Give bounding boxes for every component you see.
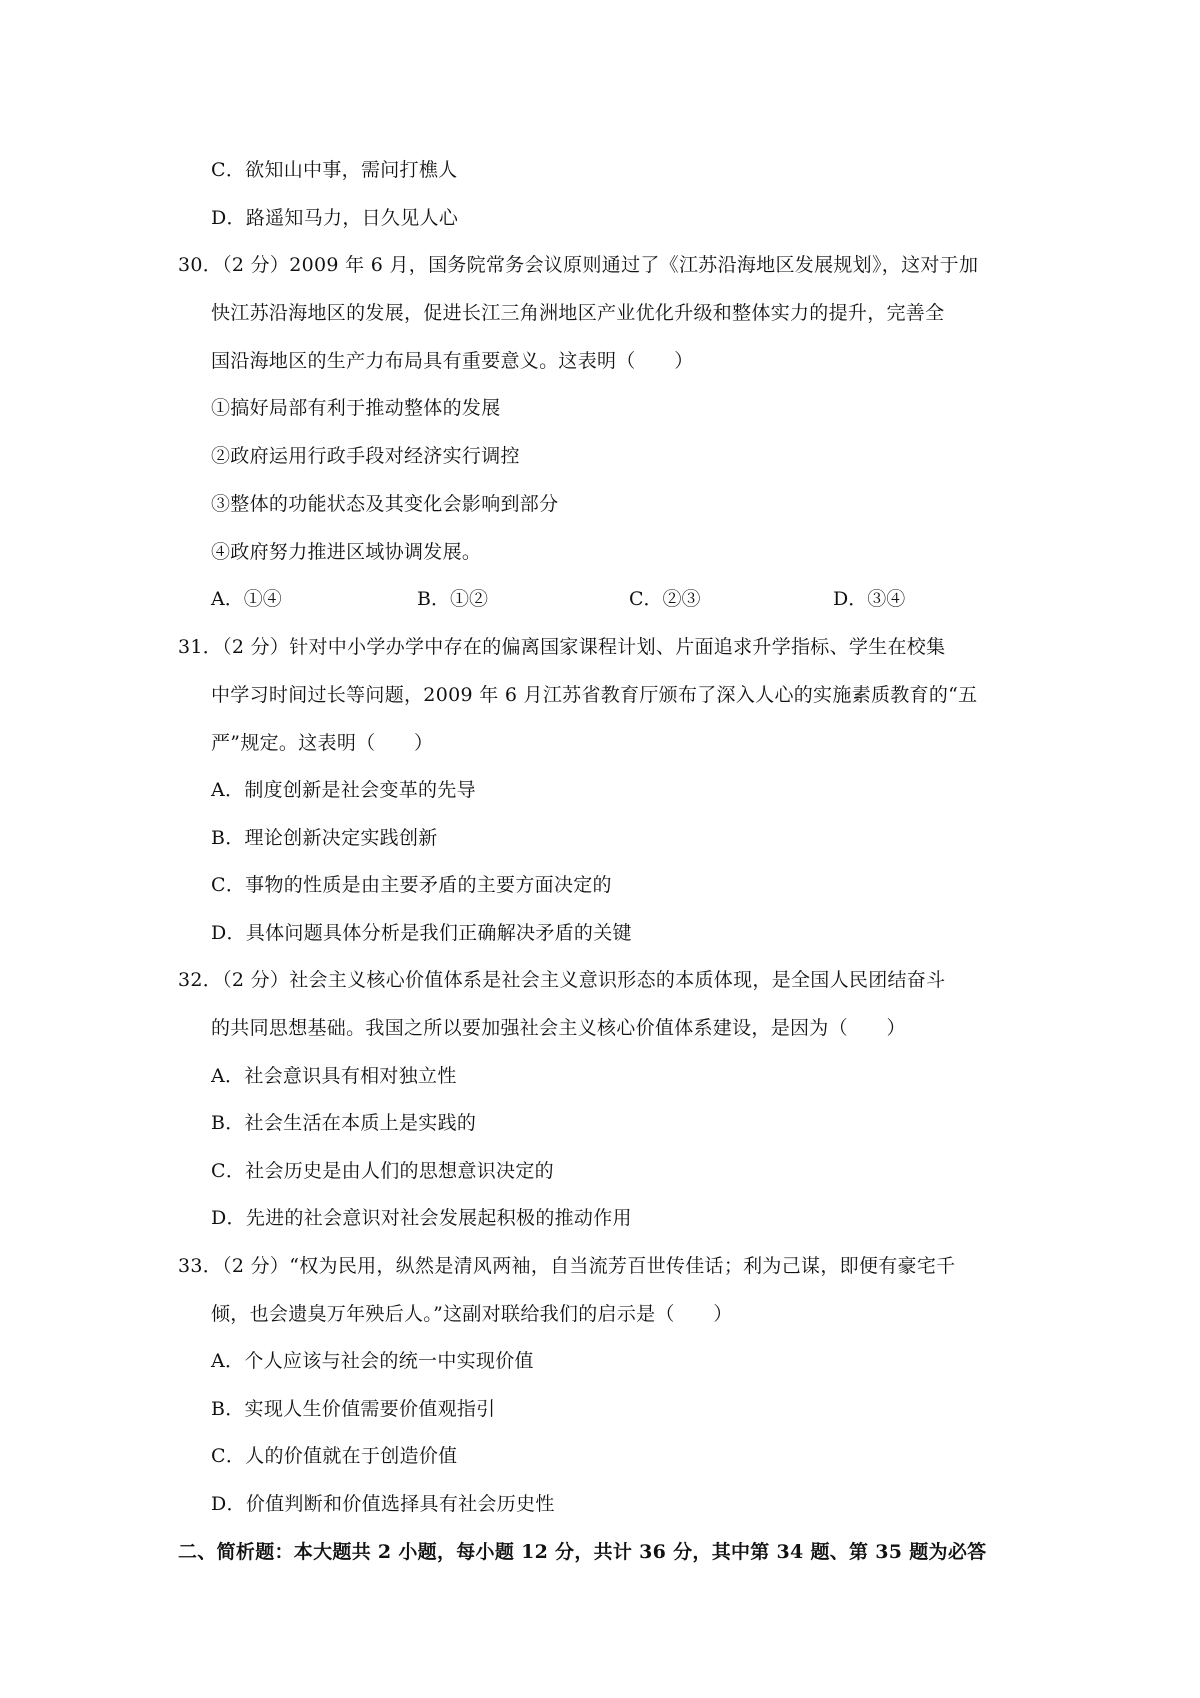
q30-options [211, 587, 1011, 611]
q31-option-a: A．制度创新是社会变革的先导 [211, 779, 476, 801]
q33-stem-cont: 倾，也会遗臭万年殃后人。”这副对联给我们的启示是（ ） [211, 1303, 733, 1325]
q30-statement-1: ①搞好局部有利于推动整体的发展 [211, 397, 501, 419]
q31-stem: 31．（2 分）针对中小学办学中存在的偏离国家课程计划、片面追求升学指标、学生在校集 [178, 636, 946, 658]
q32-stem-cont: 的共同思想基础。我国之所以要加强社会主义核心价值体系建设，是因为（ ） [211, 1017, 906, 1039]
q29-option-c: C．欲知山中事，需问打樵人 [211, 159, 458, 181]
q33-option-a: A．个人应该与社会的统一中实现价值 [211, 1350, 534, 1372]
q33-stem: 33．（2 分）“权为民用，纵然是清风两袖，自当流芳百世传佳话；利为己谋，即便有豪宅千 [178, 1255, 956, 1277]
q31-option-d: D．具体问题具体分析是我们正确解决矛盾的关键 [211, 922, 632, 944]
q29-option-d: D．路遥知马力，日久见人心 [211, 207, 459, 229]
q32-option-d: D．先进的社会意识对社会发展起积极的推动作用 [211, 1207, 632, 1229]
q30-statement-3: ③整体的功能状态及其变化会影响到部分 [211, 493, 559, 515]
q30-stem-cont: 快江苏沿海地区的发展，促进长江三角洲地区产业优化升级和整体实力的提升，完善全 [211, 302, 945, 324]
q31-option-c: C．事物的性质是由主要矛盾的主要方面决定的 [211, 874, 612, 896]
q33-option-d: D．价值判断和价值选择具有社会历史性 [211, 1493, 555, 1515]
q30-stem: 30．（2 分）2009 年 6 月，国务院常务会议原则通过了《江苏沿海地区发展规划》，这对于加 [178, 254, 979, 276]
q33-option-b: B．实现人生价值需要价值观指引 [211, 1398, 496, 1420]
q30-option-a: A．①④ [211, 588, 282, 610]
q31-stem-cont: 中学习时间过长等问题，2009 年 6 月江苏省教育厅颁布了深入人心的实施素质教育的“五 [211, 684, 978, 706]
q33-option-c: C．人的价值就在于创造价值 [211, 1445, 458, 1467]
q30-option-c: C．②③ [629, 588, 701, 610]
section-heading: 二、简析题：本大题共 2 小题，每小题 12 分，共计 36 分，其中第 34 题、第 35 题为必答 [178, 1541, 987, 1563]
q32-option-a: A．社会意识具有相对独立性 [211, 1065, 457, 1087]
q30-stem-cont: 国沿海地区的生产力布局具有重要意义。这表明（ ） [211, 350, 694, 372]
q30-option-d: D．③④ [833, 588, 906, 610]
q30-option-b: B．①② [417, 588, 488, 610]
q32-option-b: B．社会生活在本质上是实践的 [211, 1112, 477, 1134]
q31-stem-cont: 严”规定。这表明（ ） [211, 732, 434, 754]
q31-option-b: B．理论创新决定实践创新 [211, 827, 438, 849]
q32-option-c: C．社会历史是由人们的思想意识决定的 [211, 1160, 554, 1182]
q30-statement-2: ②政府运用行政手段对经济实行调控 [211, 445, 520, 467]
q30-statement-4: ④政府努力推进区域协调发展。 [211, 541, 482, 563]
q32-stem: 32．（2 分）社会主义核心价值体系是社会主义意识形态的本质体现，是全国人民团结奋斗 [178, 969, 946, 991]
